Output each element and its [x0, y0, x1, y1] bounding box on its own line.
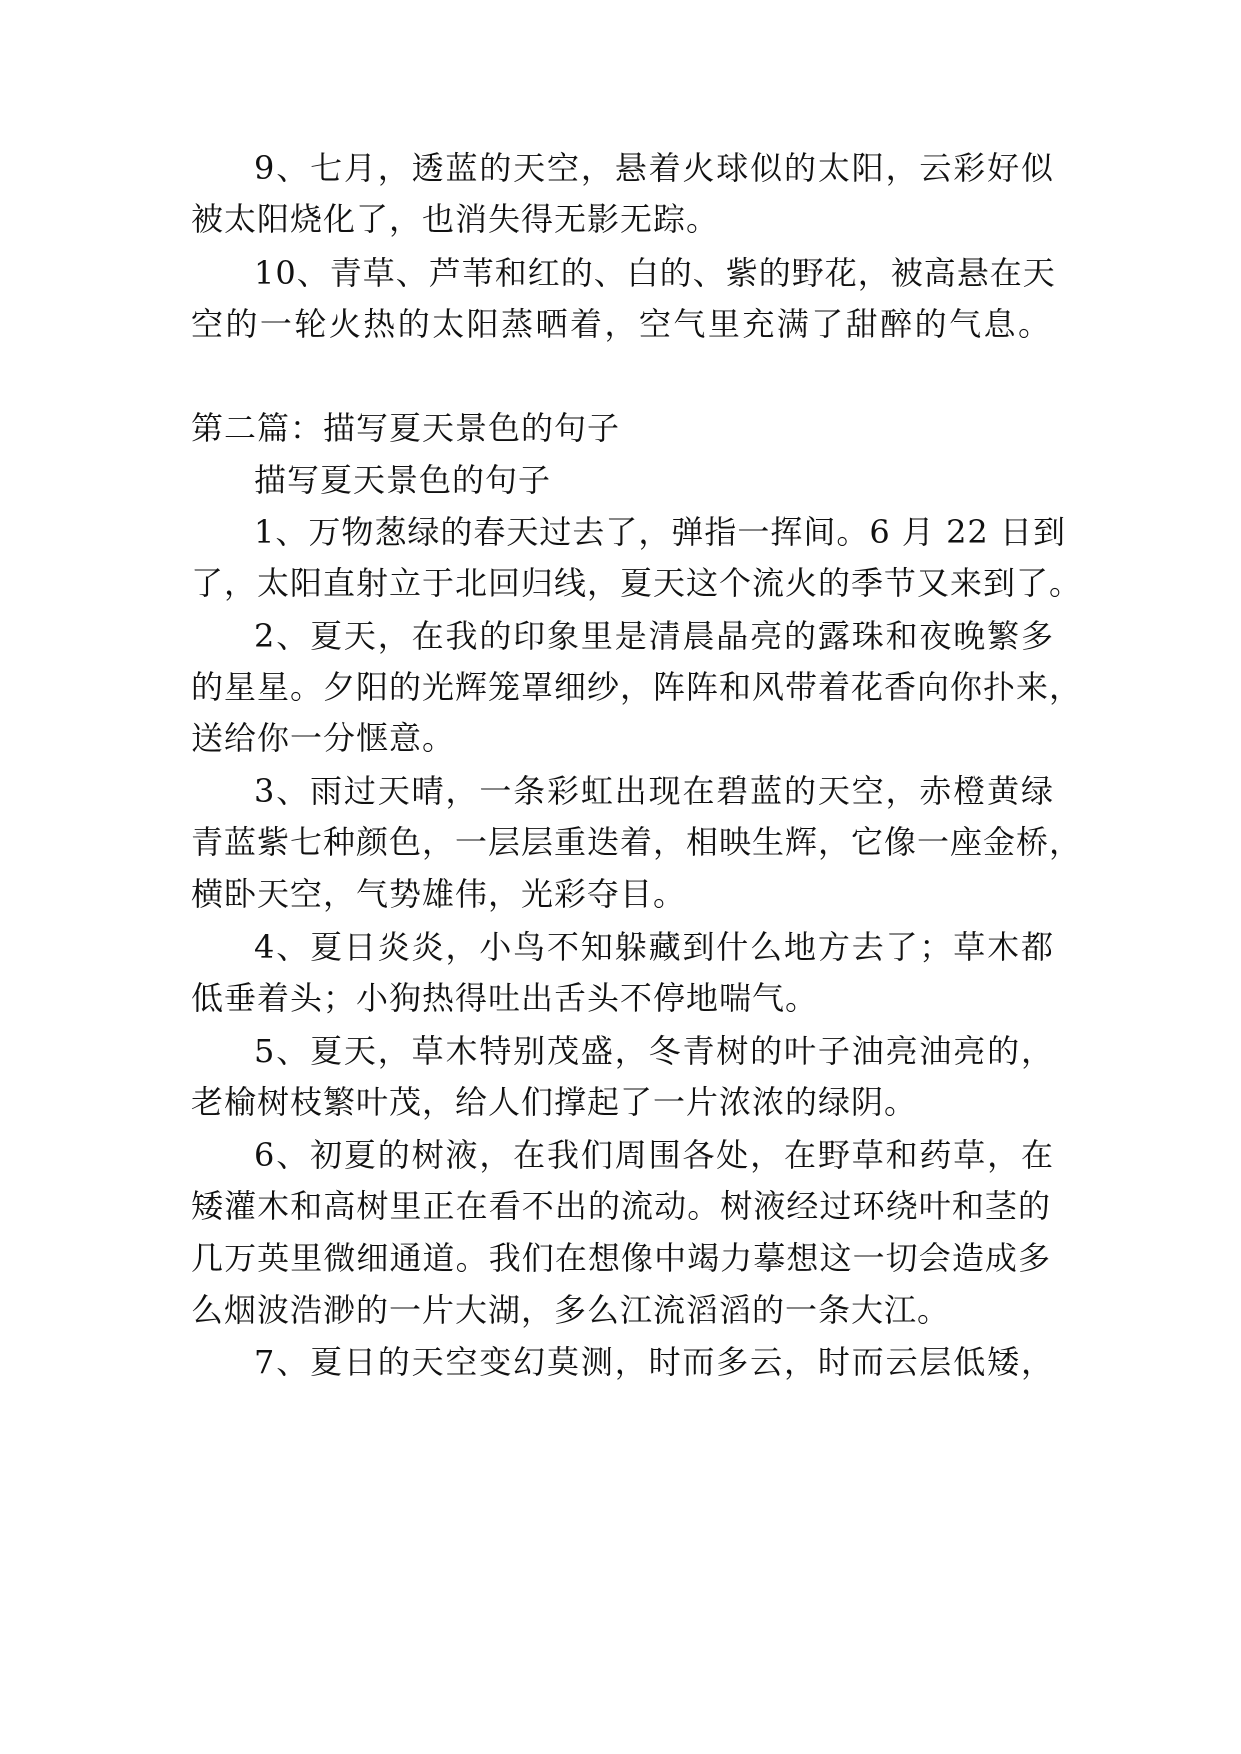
text-line: 6、初夏的树液，在我们周围各处，在野草和药草，在: [254, 1136, 1054, 1174]
text-line: 几万英里微细通道。我们在想像中竭力摹想这一切会造成多: [191, 1239, 1051, 1277]
text-line: 空的一轮火热的太阳蒸晒着，空气里充满了甜醉的气息。: [191, 305, 1051, 343]
text-line: 9、七月，透蓝的天空，悬着火球似的太阳，云彩好似: [254, 149, 1054, 187]
text-line: 4、夏日炎炎，小鸟不知躲藏到什么地方去了；草木都: [254, 928, 1054, 966]
text-line: 5、夏天，草木特别茂盛，冬青树的叶子油亮油亮的，: [254, 1032, 1054, 1070]
text-line: 横卧天空，气势雄伟，光彩夺目。: [191, 875, 687, 913]
text-line: 低垂着头；小狗热得吐出舌头不停地喘气。: [191, 979, 819, 1017]
text-line: 了，太阳直射立于北回归线，夏天这个流火的季节又来到了。: [191, 564, 1083, 602]
text-line: 老榆树枝繁叶茂，给人们撑起了一片浓浓的绿阴。: [191, 1083, 918, 1121]
text-line: 送给你一分惬意。: [191, 719, 456, 757]
text-line: 青蓝紫七种颜色，一层层重迭着，相映生辉，它像一座金桥，: [191, 823, 1083, 861]
section-heading: 第二篇：描写夏天景色的句子: [191, 409, 621, 447]
text-line: 7、夏日的天空变幻莫测，时而多云，时而云层低矮，: [254, 1343, 1054, 1381]
text-line: 2、夏天，在我的印象里是清晨晶亮的露珠和夜晚繁多: [254, 617, 1054, 655]
text-line: 10、青草、芦苇和红的、白的、紫的野花，被高悬在天: [254, 254, 1056, 292]
text-line: 的星星。夕阳的光辉笼罩细纱，阵阵和风带着花香向你扑来，: [191, 668, 1083, 706]
text-line: 1、万物葱绿的春天过去了，弹指一挥间。6 月 22 日到: [254, 513, 1066, 551]
text-line: 么烟波浩渺的一片大湖，多么江流滔滔的一条大江。: [191, 1291, 951, 1329]
section-subtitle: 描写夏天景色的句子: [254, 461, 552, 499]
text-line: 被太阳烧化了，也消失得无影无踪。: [191, 200, 720, 238]
text-line: 3、雨过天晴，一条彩虹出现在碧蓝的天空，赤橙黄绿: [254, 772, 1054, 810]
text-line: 矮灌木和高树里正在看不出的流动。树液经过环绕叶和茎的: [191, 1187, 1051, 1225]
